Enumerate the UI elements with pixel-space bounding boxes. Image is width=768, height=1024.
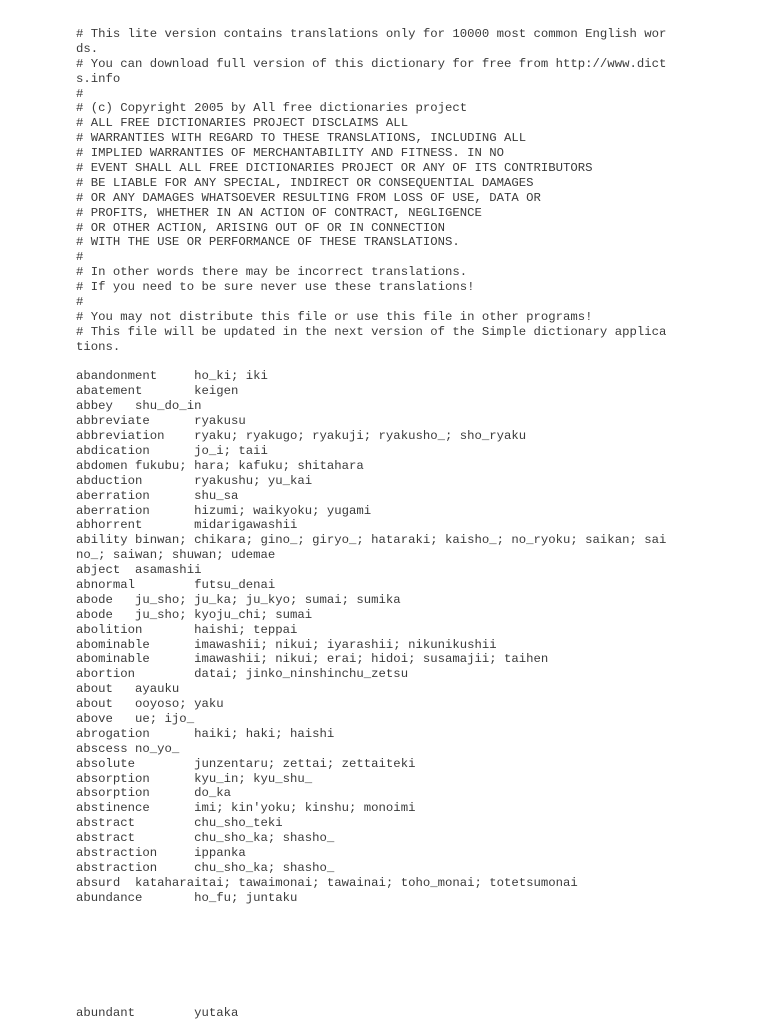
entry-line: ability binwan; chikara; gino_; giryo_; hataraki; kaisho_; no_ryoku; saikan; sai: [76, 533, 667, 548]
entry-line: absorption kyu_in; kyu_shu_: [76, 771, 313, 786]
entry-line: aberration shu_sa: [76, 488, 239, 503]
entry-line: abduction ryakushu; yu_kai: [76, 473, 313, 488]
entry-line: aberration hizumi; waikyoku; yugami: [76, 503, 372, 518]
header-line: ds.: [76, 41, 99, 56]
entry-line: abrogation haiki; haki; haishi: [76, 726, 335, 741]
entry-line: about ooyoso; yaku: [76, 697, 224, 712]
header-line: # OR OTHER ACTION, ARISING OUT OF OR IN CONNECTION: [76, 220, 445, 235]
header-line: # ALL FREE DICTIONARIES PROJECT DISCLAIMS ALL: [76, 116, 409, 131]
header-line: # You may not distribute this file or use this file in other programs!: [76, 309, 593, 324]
entry-line: abbey shu_do_in: [76, 399, 202, 414]
entry-line: abode ju_sho; kyoju_chi; sumai: [76, 607, 313, 622]
entry-line: abstraction chu_sho_ka; shasho_: [76, 860, 335, 875]
entry-line: no_; saiwan; shuwan; udemae: [76, 548, 276, 563]
entry-line: abhorrent midarigawashii: [76, 518, 298, 533]
header-line: # BE LIABLE FOR ANY SPECIAL, INDIRECT OR CONSEQUENTIAL DAMAGES: [76, 175, 534, 190]
entry-line: abolition haishi; teppai: [76, 622, 298, 637]
entry-line: about ayauku: [76, 682, 180, 697]
header-line: tions.: [76, 339, 121, 354]
header-line: # You can download full version of this dictionary for free from http://www.dict: [76, 56, 667, 71]
entry-line: abatement keigen: [76, 384, 239, 399]
header-line: #: [76, 295, 84, 310]
header-line: #: [76, 86, 84, 101]
entry-line-page-end: abundant yutaka: [76, 1006, 239, 1020]
entry-line: absorption do_ka: [76, 786, 231, 801]
dictionary-entries: [76, 369, 686, 905]
entry-line: absurd kataharaitai; tawaimonai; tawainai; toho_monai; totetsumonai: [76, 875, 578, 890]
header-line: # IMPLIED WARRANTIES OF MERCHANTABILITY AND FITNESS. IN NO: [76, 146, 505, 161]
entry-line: above ue; ijo_: [76, 711, 195, 726]
header-line: # EVENT SHALL ALL FREE DICTIONARIES PROJECT OR ANY OF ITS CONTRIBUTORS: [76, 161, 593, 176]
license-header: [76, 27, 686, 355]
entry-line: abdication jo_i; taii: [76, 443, 268, 458]
entry-line: abstract chu_sho_teki: [76, 816, 283, 831]
entry-line: abject asamashii: [76, 563, 202, 578]
header-line: # In other words there may be incorrect translations.: [76, 265, 468, 280]
entry-line: abominable imawashii; nikui; iyarashii; nikunikushii: [76, 637, 497, 652]
header-line: # WARRANTIES WITH REGARD TO THESE TRANSLATIONS, INCLUDING ALL: [76, 131, 527, 146]
entry-line: abdomen fukubu; hara; kafuku; shitahara: [76, 458, 364, 473]
header-line: s.info: [76, 71, 121, 86]
entry-line: abortion datai; jinko_ninshinchu_zetsu: [76, 667, 409, 682]
header-line: # This lite version contains translations only for 10000 most common English wor: [76, 27, 667, 41]
header-line: # WITH THE USE OR PERFORMANCE OF THESE TRANSLATIONS.: [76, 235, 460, 250]
header-line: # This file will be updated in the next version of the Simple dictionary applica: [76, 324, 667, 339]
entry-line: abominable imawashii; nikui; erai; hidoi; susamajii; taihen: [76, 652, 549, 667]
header-line: #: [76, 250, 84, 265]
entry-line: abstinence imi; kin'yoku; kinshu; monoimi: [76, 801, 416, 816]
entry-line: abundance ho_fu; juntaku: [76, 890, 298, 905]
entry-line: abstract chu_sho_ka; shasho_: [76, 831, 335, 846]
blank-line: [76, 355, 686, 370]
entry-line: abnormal futsu_denai: [76, 577, 276, 592]
entry-line: absolute junzentaru; zettai; zettaiteki: [76, 756, 416, 771]
document-page: [76, 27, 686, 906]
entry-line: abscess no_yo_: [76, 741, 180, 756]
header-line: # If you need to be sure never use these translations!: [76, 280, 475, 295]
entry-line: abandonment ho_ki; iki: [76, 369, 268, 384]
entry-line: abbreviation ryaku; ryakugo; ryakuji; ryakusho_; sho_ryaku: [76, 429, 527, 444]
entry-line: abode ju_sho; ju_ka; ju_kyo; sumai; sumika: [76, 592, 401, 607]
header-line: # OR ANY DAMAGES WHATSOEVER RESULTING FROM LOSS OF USE, DATA OR: [76, 190, 541, 205]
entry-line: abbreviate ryakusu: [76, 414, 246, 429]
entry-line: abstraction ippanka: [76, 845, 246, 860]
header-line: # PROFITS, WHETHER IN AN ACTION OF CONTRACT, NEGLIGENCE: [76, 205, 482, 220]
header-line: # (c) Copyright 2005 by All free dictionaries project: [76, 101, 468, 116]
